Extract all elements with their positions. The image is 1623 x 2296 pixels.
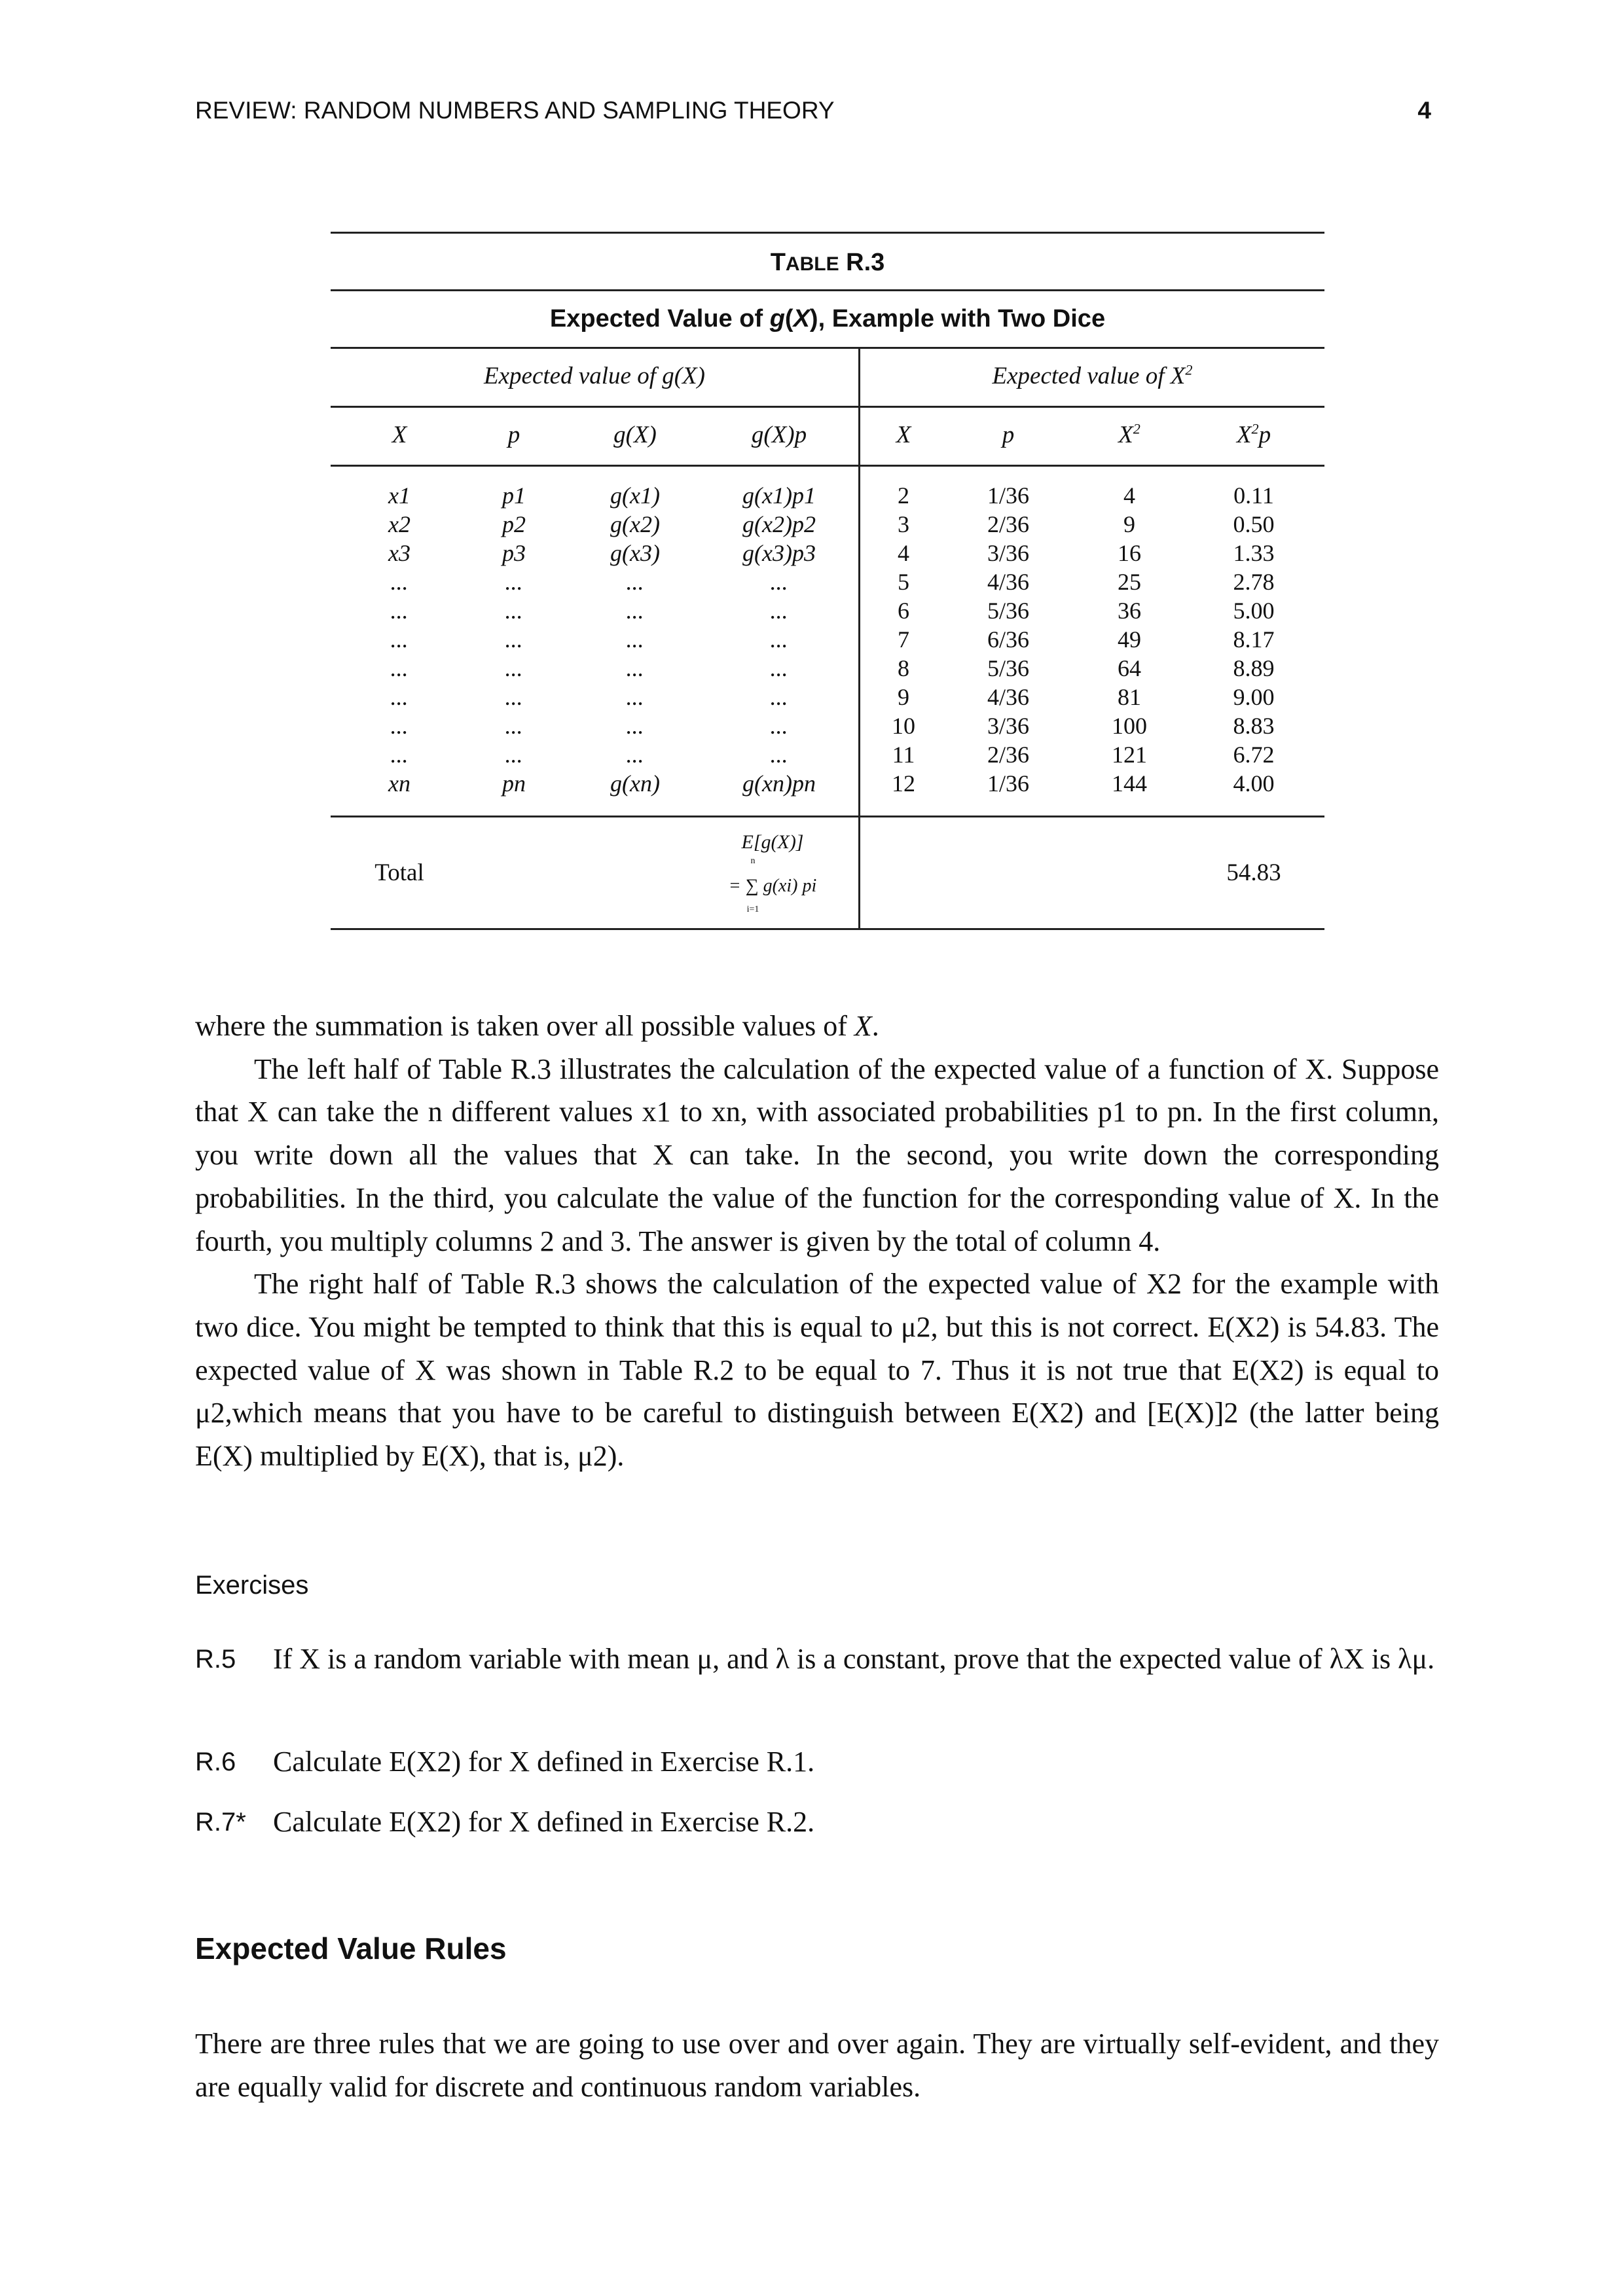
table-divider-body xyxy=(858,466,860,816)
right-col-p xyxy=(969,481,1048,798)
cell: g(x2)p2 xyxy=(742,511,816,537)
exercise-label-r5: R.5 xyxy=(195,1645,236,1674)
cell: ... xyxy=(505,713,523,739)
cell: 9 xyxy=(898,684,909,710)
col-header-gXp: g(X)p xyxy=(751,422,807,448)
table-rule-top xyxy=(331,232,1324,234)
cell: ... xyxy=(770,713,788,739)
paragraph-1: where the summation is taken over all possible values of X. xyxy=(195,1010,879,1042)
cell: 4 xyxy=(898,540,909,566)
cell: ... xyxy=(390,655,409,681)
right-col-x xyxy=(871,481,936,798)
total-expression-line1: E[g(X)] xyxy=(741,831,804,853)
table-divider-total xyxy=(858,817,860,928)
cell: ... xyxy=(390,713,409,739)
cell: ... xyxy=(505,684,523,710)
cell: p1 xyxy=(502,482,526,509)
cell: ... xyxy=(770,626,788,653)
exercises-heading: Exercises xyxy=(195,1571,309,1600)
cell: g(x2) xyxy=(610,511,660,537)
col-header-right-p: p xyxy=(1002,422,1015,448)
cell: 100 xyxy=(1112,713,1147,739)
cell: 5/36 xyxy=(987,598,1029,624)
cell: x3 xyxy=(388,540,410,566)
cell: x1 xyxy=(388,482,410,509)
cell: 36 xyxy=(1118,598,1141,624)
cell: ... xyxy=(390,626,409,653)
cell: 10 xyxy=(892,713,915,739)
cell: ... xyxy=(626,598,644,624)
col-header-p: p xyxy=(507,422,520,448)
cell: ... xyxy=(626,655,644,681)
cell: 8.83 xyxy=(1233,713,1275,739)
left-col-gxp xyxy=(720,481,838,798)
table-rule-bottom xyxy=(331,928,1324,930)
cell: g(xn) xyxy=(610,770,660,797)
cell: 6 xyxy=(898,598,909,624)
cell: ... xyxy=(626,626,644,653)
table-divider-headers xyxy=(858,407,860,465)
cell: 2/36 xyxy=(987,511,1029,537)
cell: 144 xyxy=(1112,770,1147,797)
cell: p2 xyxy=(502,511,526,537)
cell: 25 xyxy=(1118,569,1141,595)
cell: ... xyxy=(390,742,409,768)
col-header-right-X2p: $X^2p$ xyxy=(1236,420,1271,448)
cell: 12 xyxy=(892,770,915,797)
cell: ... xyxy=(626,742,644,768)
cell: g(x1)p1 xyxy=(742,482,816,509)
cell: 6/36 xyxy=(987,626,1029,653)
exercise-text-r5: If X is a random variable with mean μ, and λ is a constant, prove that the expected value of λX is λμ. xyxy=(273,1643,1435,1675)
cell: 49 xyxy=(1118,626,1141,653)
cell: 2 xyxy=(898,482,909,509)
cell: 64 xyxy=(1118,655,1141,681)
cell: ... xyxy=(505,742,523,768)
cell: 6.72 xyxy=(1233,742,1275,768)
cell: 3 xyxy=(898,511,909,537)
table-rule-3 xyxy=(331,347,1324,349)
cell: 7 xyxy=(898,626,909,653)
cell: xn xyxy=(388,770,410,797)
cell: ... xyxy=(626,713,644,739)
cell: 2/36 xyxy=(987,742,1029,768)
cell: 0.50 xyxy=(1233,511,1275,537)
left-col-p xyxy=(481,481,547,798)
cell: p3 xyxy=(502,540,526,566)
section-paragraph: There are three rules that we are going to use over and over again. They are virtually self-evident, and they are equally valid for discrete and continuous random variables. xyxy=(195,2028,1439,2103)
left-group-header: Expected value of g(X) xyxy=(484,363,705,389)
col-header-right-X2: $X^2$ xyxy=(1118,420,1140,448)
cell: 2.78 xyxy=(1233,569,1275,595)
cell: 5 xyxy=(898,569,909,595)
cell: 16 xyxy=(1118,540,1141,566)
right-col-x2 xyxy=(1090,481,1169,798)
cell: 5/36 xyxy=(987,655,1029,681)
table-label: TABLE R.3 xyxy=(770,249,885,276)
col-header-X: X xyxy=(392,422,407,448)
cell: 4/36 xyxy=(987,569,1029,595)
paragraph-2: The left half of Table R.3 illustrates the calculation of the expected value of a function of X. Suppose that X can take the n different values x1 to xn, with associated probabilities p1 to pn. In the first column, you write down all the values that X can take. In the second, you write down the corresponding probabilities. In the third, you calculate the value of the function for the corresponding value of X. In the fourth, you multiply columns 2 and 3. The answer is given by the total of column 4. xyxy=(195,1052,1439,1257)
col-header-right-X: X xyxy=(896,422,911,448)
right-total: 54.83 xyxy=(1226,859,1281,886)
cell: 8.17 xyxy=(1233,626,1275,653)
exercise-text-r6: Calculate E(X2) for X defined in Exercise R.1. xyxy=(273,1746,815,1778)
table-rule-2 xyxy=(331,289,1324,291)
cell: g(xn)pn xyxy=(742,770,816,797)
cell: ... xyxy=(770,742,788,768)
cell: ... xyxy=(770,569,788,595)
right-group-header: Expected value of $X^2$ xyxy=(992,361,1193,389)
total-label: Total xyxy=(374,859,424,886)
sum-lower-limit: i=1 xyxy=(746,905,759,914)
cell: pn xyxy=(502,770,526,797)
exercise-label-r6: R.6 xyxy=(195,1748,236,1776)
body-text xyxy=(195,1005,1439,1478)
cell: 9.00 xyxy=(1233,684,1275,710)
cell: 1/36 xyxy=(987,482,1029,509)
cell: 1.33 xyxy=(1233,540,1275,566)
cell: g(x3) xyxy=(610,540,660,566)
cell: ... xyxy=(505,655,523,681)
cell: 11 xyxy=(892,742,915,768)
cell: 4/36 xyxy=(987,684,1029,710)
running-head: REVIEW: RANDOM NUMBERS AND SAMPLING THEORY xyxy=(195,97,835,124)
cell: ... xyxy=(505,569,523,595)
left-col-x xyxy=(363,481,435,798)
table-rule-4 xyxy=(331,406,1324,408)
cell: 3/36 xyxy=(987,540,1029,566)
cell: 1/36 xyxy=(987,770,1029,797)
cell: 4.00 xyxy=(1233,770,1275,797)
cell: g(x3)p3 xyxy=(742,540,816,566)
cell: 121 xyxy=(1112,742,1147,768)
cell: ... xyxy=(770,684,788,710)
cell: 5.00 xyxy=(1233,598,1275,624)
right-col-x2p xyxy=(1214,481,1293,798)
cell: ... xyxy=(390,598,409,624)
cell: 4 xyxy=(1123,482,1135,509)
table-rule-5 xyxy=(331,465,1324,467)
total-expression-line2: = ∑ g(xi) pi xyxy=(728,876,817,896)
cell: 8.89 xyxy=(1233,655,1275,681)
cell: ... xyxy=(505,626,523,653)
cell: 9 xyxy=(1123,511,1135,537)
cell: 8 xyxy=(898,655,909,681)
table-title: Expected Value of g(X), Example with Two Dice xyxy=(549,305,1106,332)
col-header-gX: g(X) xyxy=(613,422,657,448)
sum-upper-limit: n xyxy=(750,856,756,866)
left-col-gx xyxy=(593,481,678,798)
exercise-label-r7: R.7* xyxy=(195,1808,246,1837)
cell: ... xyxy=(390,684,409,710)
cell: x2 xyxy=(388,511,410,537)
exercise-text-r7: Calculate E(X2) for X defined in Exercise R.2. xyxy=(273,1806,815,1838)
cell: 3/36 xyxy=(987,713,1029,739)
cell: 0.11 xyxy=(1233,482,1274,509)
cell: ... xyxy=(505,598,523,624)
cell: ... xyxy=(390,569,409,595)
section-heading: Expected Value Rules xyxy=(195,1931,507,1965)
cell: ... xyxy=(770,598,788,624)
cell: g(x1) xyxy=(610,482,660,509)
paragraph-3: The right half of Table R.3 shows the calculation of the expected value of X2 for the example with two dice. You might be tempted to think that this is equal to μ2, but this is not correct. E(X2) is 54.83. The expected value of X was shown in Table R.2 to be equal to 7. Thus it is not true that E(X2) is equal to μ2,which means that you have to be careful to distinguish between E(X2) and [E(X)]2 (the latter being E(X) multiplied by E(X), that is, μ2). xyxy=(195,1268,1439,1473)
cell: ... xyxy=(770,655,788,681)
table-rule-6 xyxy=(331,816,1324,817)
cell: ... xyxy=(626,684,644,710)
cell: 81 xyxy=(1118,684,1141,710)
cell: ... xyxy=(626,569,644,595)
page-number: 4 xyxy=(1417,97,1431,124)
